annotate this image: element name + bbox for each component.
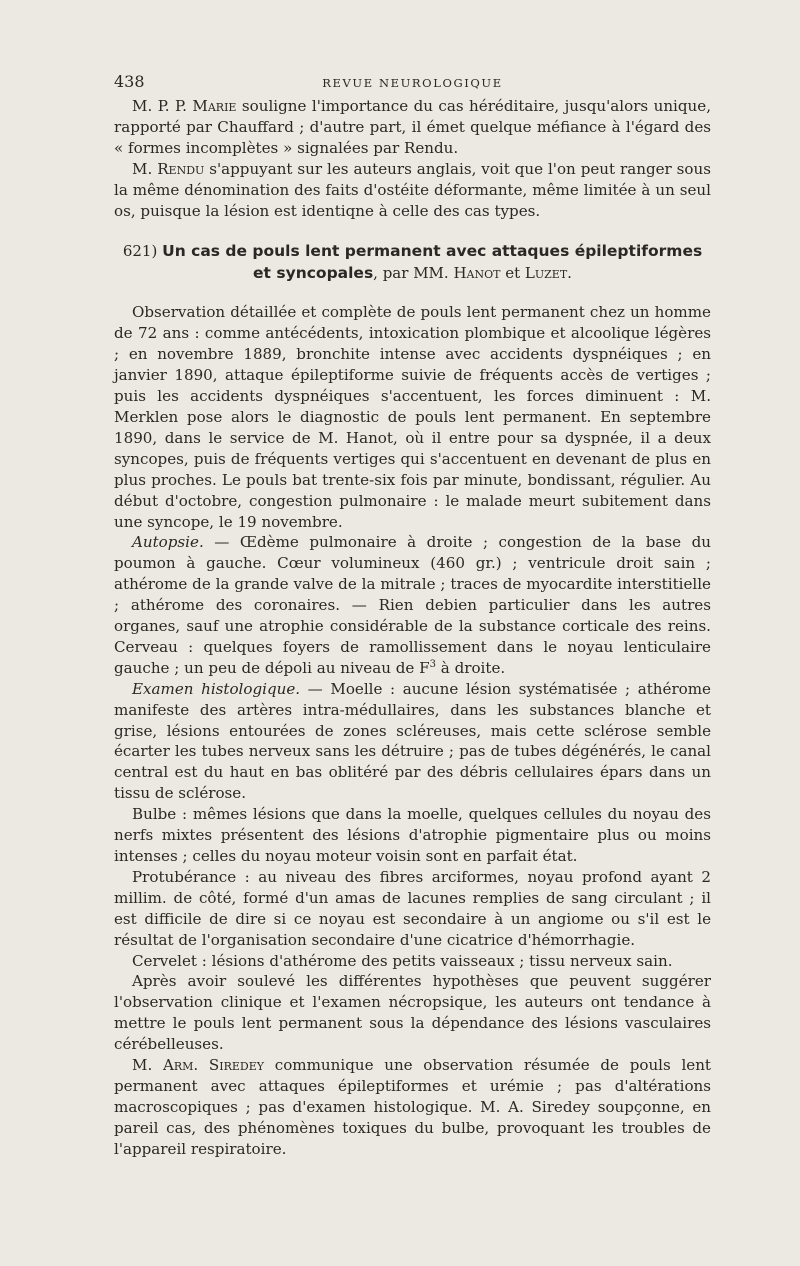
article-title: Un cas de pouls lent permanent avec attaques épileptiformes et syncopales (162, 242, 703, 283)
siredey-prefix: M. (132, 1056, 163, 1075)
running-header: 438 REVUE NEUROLOGIQUE (114, 72, 711, 94)
paragraph-rendu (114, 159, 711, 222)
author-hanot: Hanot (453, 264, 501, 283)
histologie-label: Examen histologique. (132, 679, 301, 698)
paragraph-siredey (114, 1055, 711, 1160)
article-by: , par MM. (373, 264, 454, 283)
paragraph-marie (114, 96, 711, 159)
paragraph-conclusion: Après avoir soulevé les différentes hypothèses que peuvent suggérer l'observation clinique et l'examen nécropsique, les auteurs ont tendance à mettre le pouls lent permanent sous la dépendance des lésions vasculaires cérébelleuses. (114, 972, 711, 1054)
autopsie-end: à droite. (436, 658, 506, 677)
marie-prefix: M. P. (132, 97, 176, 115)
text-column (114, 72, 711, 1160)
article-heading (114, 240, 711, 284)
siredey-text: communique une observation résumée de pouls lent permanent avec attaques épileptiformes et urémie ; pas d'altérations macroscopiques ; pas d'examen histologique. M. A. Siredey soupçonne, en pareil cas, des phénomènes toxiques du bulbe, provoquant les troubles de l'appareil respiratoire. (114, 1056, 711, 1158)
autopsie-text: — Œdème pulmonaire à droite ; congestion de la base du poumon à gauche. Cœur volumineux (460 gr.) ; ventricule droit sain ; athérome de la grande valve de la mitrale ; traces de myocardite interstitielle ; athérome des coronaires. — Rien debien particulier dans les autres organes, sauf une atrophie considérable de la substance corticale des reins. Cerveau : quelques foyers de ramollissement dans le noyau lenticulaire gauche ; un peu de dépoli au niveau de F (114, 533, 711, 677)
siredey-name: Arm. Siredey (162, 1056, 265, 1075)
paragraph-cervelet: Cervelet : lésions d'athérome des petits vaisseaux ; tissu nerveux sain. (132, 951, 673, 970)
article-end: . (567, 264, 572, 283)
histologie-text: — Moelle : aucune lésion systématisée ; athérome manifeste des artères intra-médullaires, dans les substances blanche et grise, lésions entourées de zones scléreuses, mais cette sclérose semble écarter les tubes nerveux sans les détruire ; pas de tubes dégénérés, le canal central est du haut en bas oblitéré par des débris cellulaires épars dans un tissu de sclérose. (114, 679, 711, 803)
author-luzet: Luzet (524, 264, 568, 283)
autopsie-superscript: 3 (429, 658, 436, 670)
marie-text: souligne l'importance du cas héréditaire, jusqu'alors unique, rapporté par Chauffard ; d'autre part, il émet quelque méfiance à l'égard des « formes incomplètes » signalées par Rendu. (114, 97, 711, 157)
paragraph-autopsie (114, 532, 711, 678)
paragraph-protuberance: Protubérance : au niveau des fibres arciformes, noyau profond ayant 2 millim. de côté, formé d'un amas de lacunes remplies de sang circulant ; il est difficile de dire si ce noyau est secondaire à un angiome ou s'il est le résultat de l'organisation secondaire d'une cicatrice d'hémorrhagie. (114, 867, 711, 949)
article-and: et (500, 264, 525, 283)
rendu-prefix: M. (132, 159, 158, 178)
marie-name: P. Marie (175, 97, 237, 115)
paragraph-histologie (114, 679, 711, 804)
journal-title: REVUE NEUROLOGIQUE (322, 76, 503, 90)
paragraph-observation: Observation détaillée et complète de pouls lent permanent chez un homme de 72 ans : comme antécédents, intoxication plombique et alcoolique légères ; en novembre 1889, bronchite intense avec accidents dyspnéiques ; en janvier 1890, attaque épileptiforme suivie de fréquents accès de vertiges ; puis les accidents dyspnéiques s'accentuent, les forces diminuent : M. Merklen pose alors le diagnostic de pouls lent permanent. En septembre 1890, dans le service de M. Hanot, où il entre pour sa dyspnée, il a deux syncopes, puis de fréquents vertiges qui s'accentuent en devenant de plus en plus proches. Le pouls bat trente-six fois par minute, bondissant, régulier. Au début d'octobre, congestion pulmonaire : le malade meurt subitement dans une syncope, le 19 novembre. (114, 303, 711, 531)
autopsie-label: Autopsie. (132, 533, 204, 552)
rendu-text: s'appuyant sur les auteurs anglais, voit que l'on peut ranger sous la même dénomination des faits d'ostéite déformante, même limitée à un seul os, puisque la lésion est identiqne à celle des cas types. (114, 159, 711, 220)
rendu-name: Rendu (157, 159, 205, 178)
paragraph-bulbe: Bulbe : mêmes lésions que dans la moelle, quelques cellules du noyau des nerfs mixtes présentent des lésions d'atrophie pigmentaire plus ou moins intenses ; celles du noyau moteur voisin sont en parfait état. (114, 805, 711, 865)
article-number: 621) (122, 242, 158, 261)
